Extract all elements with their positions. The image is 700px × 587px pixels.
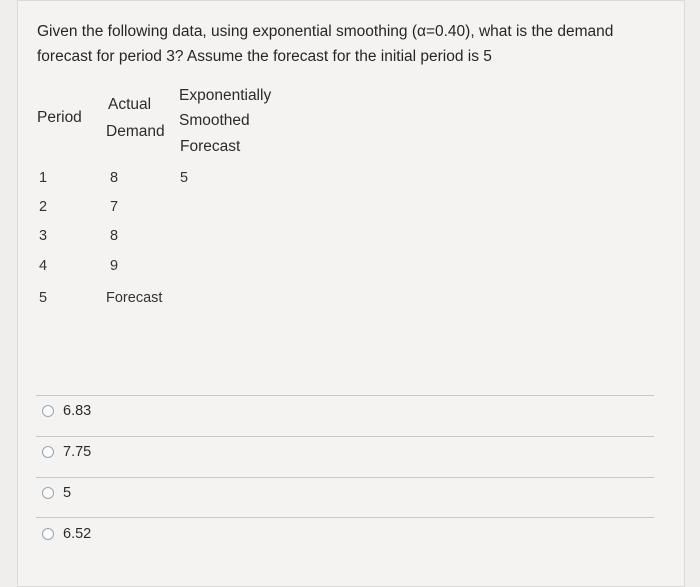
row-4-demand: 9 xyxy=(110,258,119,274)
header-period: Period xyxy=(37,109,82,126)
answer-option-label: 6.52 xyxy=(63,526,92,542)
row-2-demand: 7 xyxy=(110,199,119,215)
row-5-period: 5 xyxy=(39,290,48,306)
row-3-period: 3 xyxy=(39,228,48,244)
radio-button[interactable] xyxy=(42,446,54,458)
divider xyxy=(36,517,654,518)
row-2-period: 2 xyxy=(39,199,48,215)
question-text: Given the following data, using exponential smoothing (α=0.40), what is the demand forecast for period 3? Assume the forecast for the initial period is 5 xyxy=(37,23,614,65)
answer-option-1[interactable] xyxy=(42,400,91,422)
radio-button[interactable] xyxy=(42,405,54,417)
row-1-forecast: 5 xyxy=(180,170,189,186)
row-1-demand: 8 xyxy=(110,170,119,186)
radio-button[interactable] xyxy=(42,487,54,499)
divider xyxy=(36,477,654,478)
divider xyxy=(36,436,654,437)
radio-button[interactable] xyxy=(42,528,54,540)
answer-option-3[interactable] xyxy=(42,482,71,504)
header-smoothed-line3: Forecast xyxy=(180,138,241,155)
row-5-demand: Forecast xyxy=(106,290,163,306)
header-smoothed-line1: Exponentially xyxy=(179,87,272,104)
answer-option-label: 7.75 xyxy=(63,444,92,460)
row-1-period: 1 xyxy=(39,170,48,186)
header-smoothed-line2: Smoothed xyxy=(179,112,250,129)
divider xyxy=(36,395,654,396)
row-3-demand: 8 xyxy=(110,228,119,244)
header-actual-line1: Actual xyxy=(108,96,152,113)
header-actual-line2: Demand xyxy=(106,123,165,140)
answer-option-label: 5 xyxy=(63,485,72,501)
answer-option-label: 6.83 xyxy=(63,403,92,419)
answer-option-4[interactable] xyxy=(42,523,91,545)
answer-option-2[interactable] xyxy=(42,441,91,463)
row-4-period: 4 xyxy=(39,258,48,274)
